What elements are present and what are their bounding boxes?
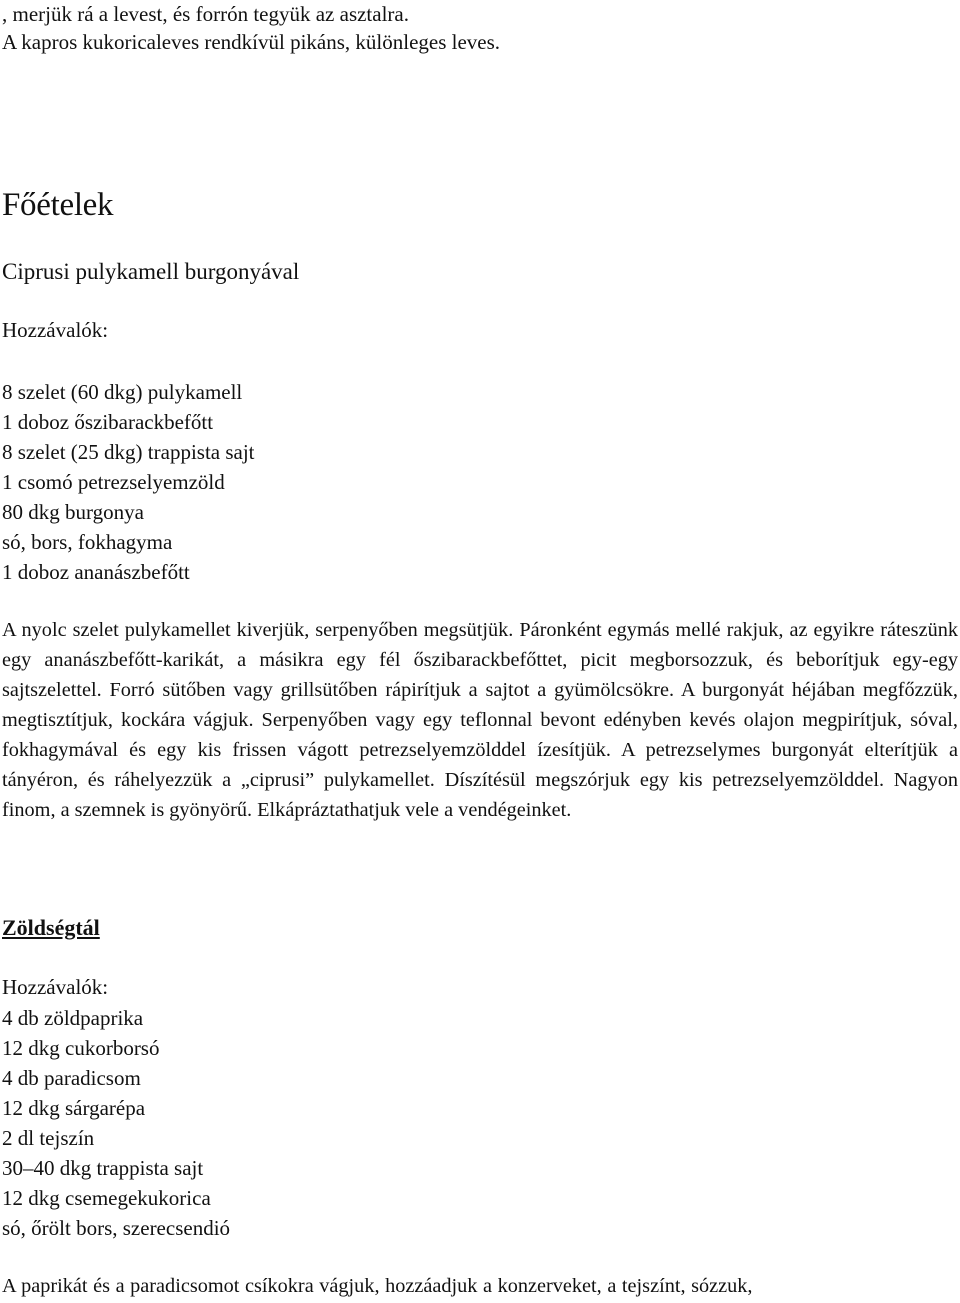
list-item: 1 doboz őszibarackbefőtt <box>2 410 214 434</box>
recipe-instructions: A nyolc szelet pulykamellet kiverjük, serpenyőben megsütjük. Páronként egymás mellé rakjuk, az egyikre ráteszünk egy ananászbefőtt-karikát, a másikra egy fél őszibarackbefőttet, picit megborsozzuk, és beborítjuk egy-egy sajtszelettel. Forró sütőben vagy grillsütőben rápirítjuk a sajtot a gyümölcsökre. A burgonyát héjában megfőzzük, megtisztítjuk, kockára vágjuk. Serpenyőben vagy egy teflonnal bevont edényben kevés olajon megpirítjuk, sóval, fokhagymával és egy kis frissen vágott petrezselyemzölddel ízesítjük. A petrezselymes burgonyát elterítjük a tányéron, és ráhelyezzük a „ciprusi” pulykamellet. Díszítésül megszórjuk egy kis petrezselyemzölddel. Nagyon finom, a szemnek is gyönyörű. Elkápráztathatjuk vele a vendégeinket. <box>2 619 958 821</box>
list-item: 12 dkg sárgarépa <box>2 1096 146 1120</box>
ingredients-label: Hozzávalók: <box>2 318 109 342</box>
intro-line-2: A kapros kukoricaleves rendkívül pikáns, különleges leves. <box>2 30 501 54</box>
list-item: só, bors, fokhagyma <box>2 530 173 554</box>
list-item: 80 dkg burgonya <box>2 500 144 524</box>
list-item: 2 dl tejszín <box>2 1126 95 1150</box>
list-item: só, őrölt bors, szerecsendió <box>2 1216 231 1240</box>
recipe-title-ciprusi-pulykamell: Ciprusi pulykamell burgonyával <box>2 259 300 284</box>
list-item: 4 db zöldpaprika <box>2 1006 144 1030</box>
list-item: 4 db paradicsom <box>2 1066 141 1090</box>
ingredient-list <box>2 1003 230 1243</box>
list-item: 12 dkg csemegekukorica <box>2 1186 211 1210</box>
intro-line-1: , merjük rá a levest, és forrón tegyük az asztalra. <box>2 2 409 26</box>
ingredient-list <box>2 377 255 587</box>
main-heading: Főételek <box>2 187 114 223</box>
ingredients-label: Hozzávalók: <box>2 975 109 999</box>
list-item: 12 dkg cukorborsó <box>2 1036 160 1060</box>
list-item: 8 szelet (60 dkg) pulykamell <box>2 380 243 404</box>
list-item: 1 csomó petrezselyemzöld <box>2 470 225 494</box>
list-item: 30–40 dkg trappista sajt <box>2 1156 204 1180</box>
section-heading-zoldsegtal: Zöldségtál <box>2 915 100 940</box>
list-item: 8 szelet (25 dkg) trappista sajt <box>2 440 255 464</box>
recipe-instructions: A paprikát és a paradicsomot csíkokra vágjuk, hozzáadjuk a konzerveket, a tejszínt, sózzuk, <box>2 1275 753 1297</box>
list-item: 1 doboz ananászbefőtt <box>2 560 190 584</box>
